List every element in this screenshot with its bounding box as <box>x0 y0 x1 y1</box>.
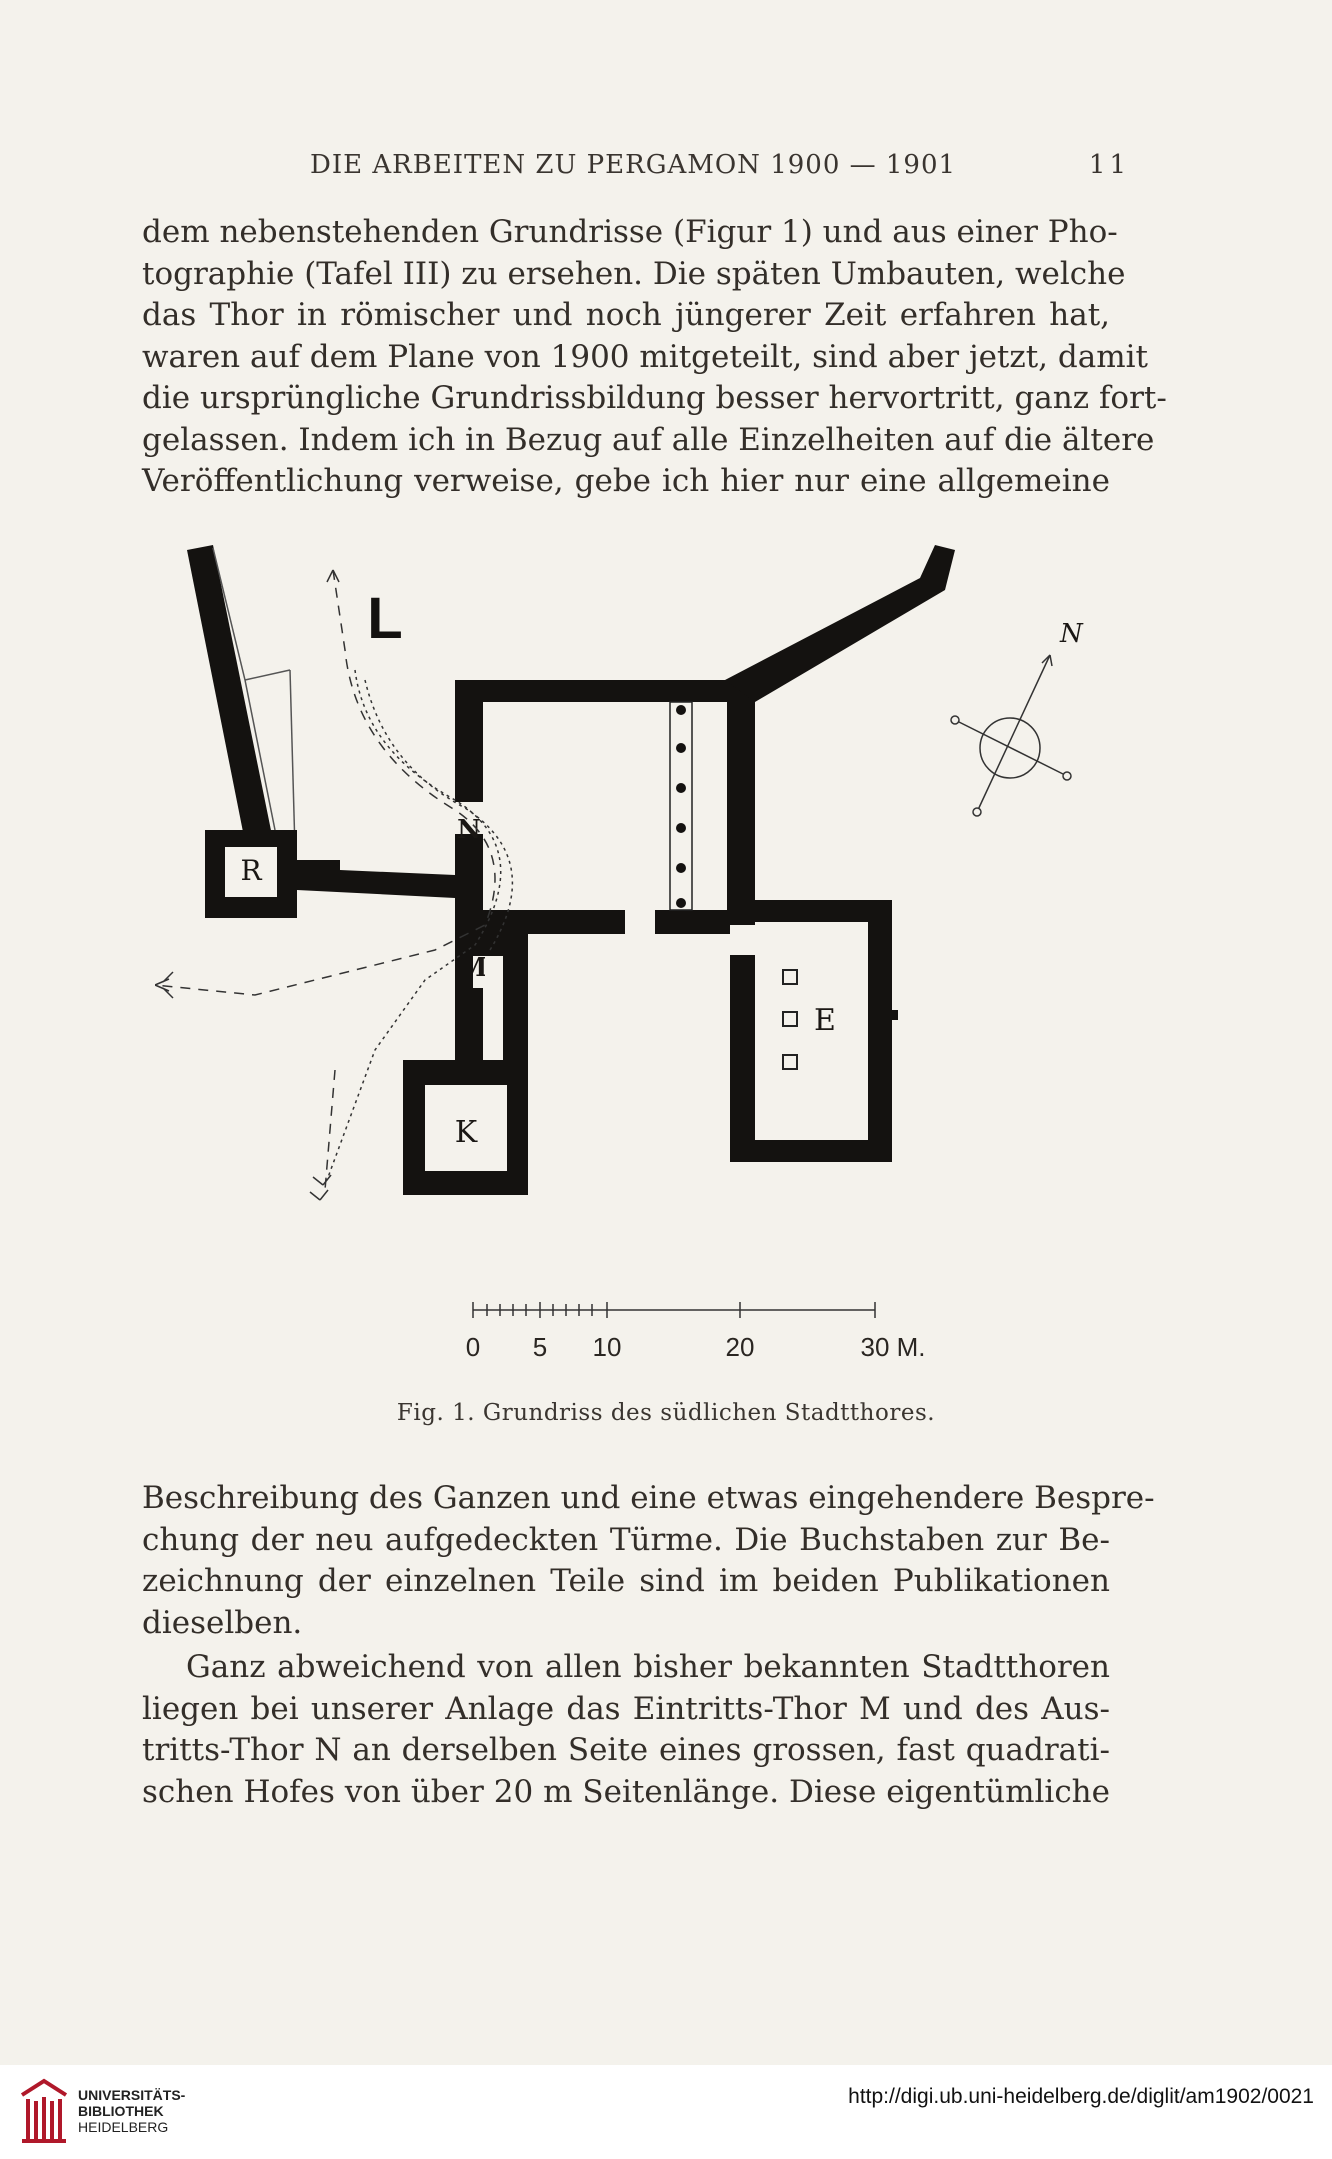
library-name-line: UNIVERSITÄTS- <box>78 2087 186 2103</box>
scale-label: 0 <box>465 1332 481 1362</box>
text-line: Beschreibung des Ganzen und eine etwas eingehendere Bespre- <box>142 1480 1155 1516</box>
arrow-icon <box>155 972 173 998</box>
paragraph-1 <box>142 212 1167 503</box>
wall-l-outline <box>290 670 295 850</box>
paragraph-3 <box>142 1647 1110 1813</box>
gate-floor-plan <box>155 530 1095 1390</box>
library-name-line: HEIDELBERG <box>78 2119 169 2135</box>
column <box>676 783 686 793</box>
text-line: die ursprüngliche Grundrissbildung besser hervortritt, ganz fort- <box>142 380 1167 416</box>
scale-label: 10 <box>592 1332 622 1362</box>
scale-label: 5 <box>532 1332 548 1362</box>
route-path-dashed <box>325 1070 335 1190</box>
wall-court-k-right <box>503 934 528 1074</box>
scale-label: 30 M. <box>860 1332 926 1362</box>
column <box>676 863 686 873</box>
text-line: Ganz abweichend von allen bisher bekannten Stadtthoren <box>186 1649 1110 1685</box>
text-line: tographie (Tafel III) zu ersehen. Die späten Umbauten, welche <box>142 255 1126 292</box>
library-name-line: BIBLIOTHEK <box>78 2103 164 2119</box>
text-line: dem nebenstehenden Grundrisse (Figur 1) und aus einer Pho- <box>142 214 1118 250</box>
label-n: N <box>457 815 481 845</box>
column <box>676 898 686 908</box>
text-line: dieselben. <box>142 1604 303 1641</box>
text-line: das Thor in römischer und noch jüngerer Zeit erfahren hat, <box>142 297 1110 333</box>
tower-e-interior <box>755 922 868 1140</box>
label-l: L <box>367 586 403 651</box>
wall-r-m <box>297 860 455 898</box>
library-name <box>78 2087 185 2135</box>
wall-court-k <box>455 934 473 1074</box>
text-line: Veröffentlichung verweise, gebe ich hier nur eine allgemeine <box>142 463 1110 499</box>
digitization-footer <box>0 2065 1332 2159</box>
tower-e-opening <box>730 925 755 955</box>
page-number: 11 <box>1088 150 1130 180</box>
arrow-icon <box>310 1175 331 1200</box>
north-arrow-icon <box>951 619 1084 816</box>
wall-court-k-inner <box>473 934 503 956</box>
figure-caption: Fig. 1. Grundriss des südlichen Stadtthores. <box>396 1400 936 1426</box>
text-line: zeichnung der einzelnen Teile sind im beiden Publikationen <box>142 1563 1110 1599</box>
wall-l-outline <box>245 670 290 680</box>
column <box>676 743 686 753</box>
column <box>676 823 686 833</box>
text-line: tritts-Thor N an derselben Seite eines grossen, fast quadrati- <box>142 1732 1110 1768</box>
wall-k-gap <box>485 956 503 1060</box>
colonnade <box>670 702 692 910</box>
text-line: schen Hofes von über 20 m Seitenlänge. Diese eigentümliche <box>142 1773 1110 1810</box>
running-title: DIE ARBEITEN ZU PERGAMON 1900 — 1901 <box>310 150 957 180</box>
text-line: liegen bei unserer Anlage das Eintritts-Thor M und des Aus- <box>142 1690 1110 1727</box>
scale-bar <box>466 1302 926 1362</box>
column <box>676 705 686 715</box>
wall-stub <box>892 1010 898 1020</box>
city-wall-left <box>187 545 275 852</box>
library-logo-icon <box>14 2075 74 2147</box>
court-bottom-opening <box>625 910 655 934</box>
court-wall-right <box>727 680 755 920</box>
scale-label: 20 <box>725 1332 755 1362</box>
source-url-link[interactable]: http://digi.ub.uni-heidelberg.de/diglit/am1902/0021 <box>848 2085 1314 2108</box>
text-line: waren auf dem Plane von 1900 mitgeteilt, sind aber jetzt, damit <box>142 338 1148 375</box>
svg-text:N: N <box>1060 619 1083 649</box>
label-k: K <box>454 1115 478 1150</box>
label-r: R <box>240 854 262 887</box>
paragraph-2 <box>142 1478 1155 1644</box>
city-wall-right <box>725 545 955 702</box>
court-wall-top <box>455 680 755 702</box>
text-line: gelassen. Indem ich in Bezug auf alle Einzelheiten auf die ältere <box>142 421 1155 458</box>
label-e: E <box>814 1003 836 1038</box>
text-line: chung der neu aufgedeckten Türme. Die Buchstaben zur Be- <box>142 1521 1110 1558</box>
